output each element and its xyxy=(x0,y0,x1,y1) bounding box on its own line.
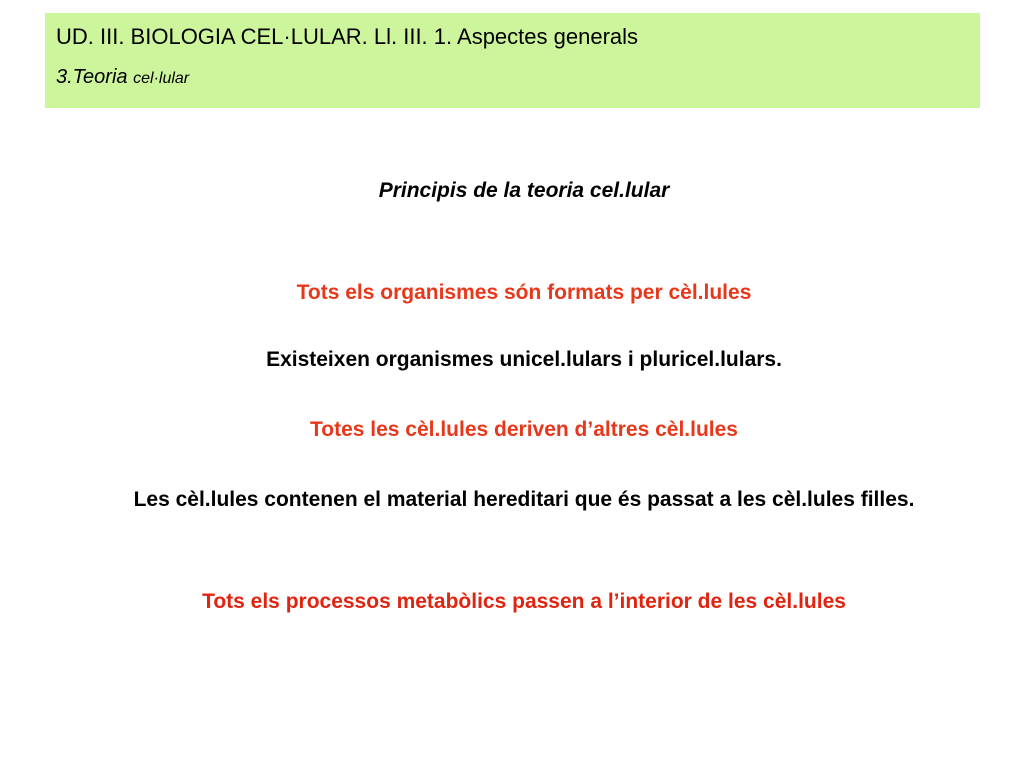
principle-1: Tots els organismes són formats per cèl.lules xyxy=(296,281,752,304)
subtitle-lead: 3.Teoria xyxy=(56,66,128,88)
principle-3: Totes les cèl.lules deriven d’altres cèl.lules xyxy=(310,418,738,441)
subtitle-rest: cel·lular xyxy=(133,70,190,87)
slide-title: UD. III. BIOLOGIA CEL·LULAR. Ll. III. 1. Aspectes generals xyxy=(56,24,639,49)
principle-4: Les cèl.lules contenen el material hereditari que és passat a les cèl.lules filles. xyxy=(133,488,915,511)
section-heading: Principis de la teoria cel.lular xyxy=(378,179,670,202)
principle-5: Tots els processos metabòlics passen a l’interior de les cèl.lules xyxy=(202,590,846,613)
principle-2: Existeixen organismes unicel.lulars i pluricel.lulars. xyxy=(266,348,782,371)
slide-body xyxy=(80,0,968,768)
